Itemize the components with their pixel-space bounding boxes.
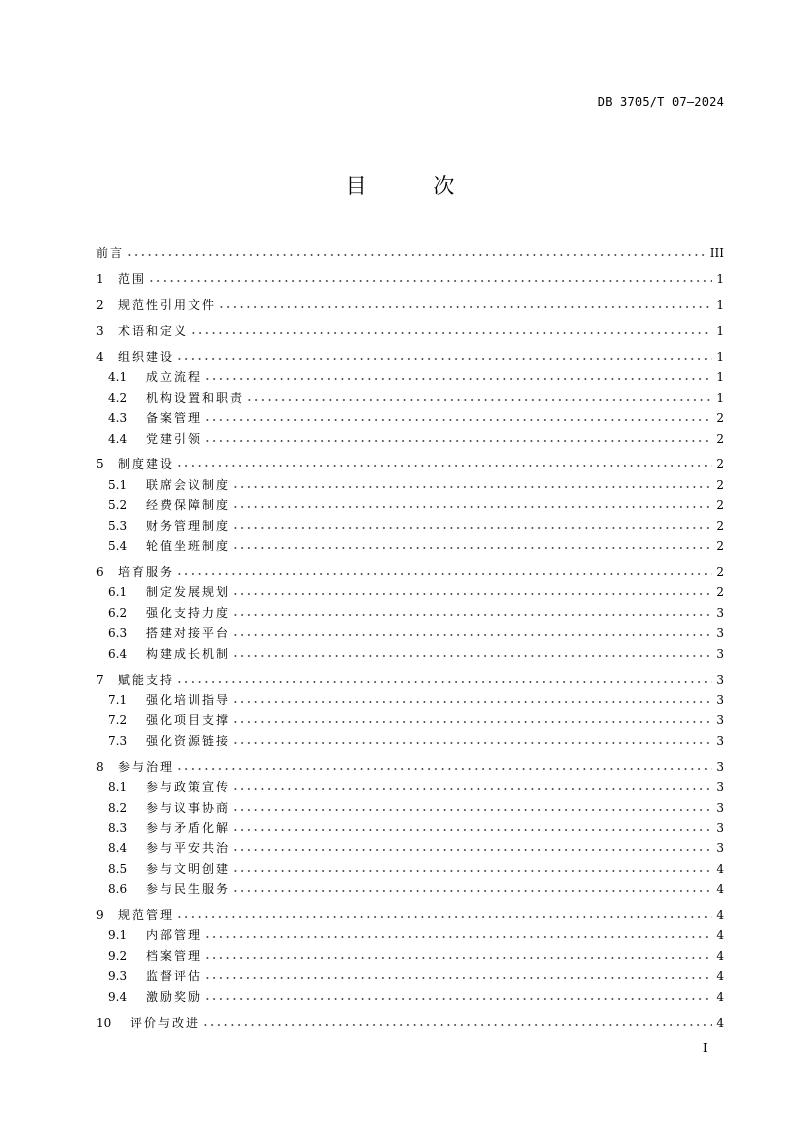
toc-entry-title: 参与政策宣传 [146, 780, 231, 795]
toc-entry-number: 9.1 [108, 928, 128, 943]
toc-entry-page: 2 [716, 539, 724, 554]
toc-entry-page: III [709, 246, 724, 260]
toc-entry-title: 参与治理 [118, 759, 175, 774]
toc-entry-title: 参与民生服务 [146, 882, 231, 897]
toc-entry-title: 党建引领 [146, 431, 203, 446]
toc-entry-number: 3 [96, 323, 104, 338]
toc-entry-number: 6.2 [108, 605, 128, 620]
dot-leader [232, 883, 712, 893]
toc-entry-title: 规范管理 [118, 908, 175, 923]
toc-entry[interactable] [96, 562, 724, 582]
toc-entry-number: 7 [96, 672, 104, 687]
dot-leader [148, 273, 712, 283]
toc-entry-title: 搭建对接平台 [146, 626, 231, 641]
toc-entry-page: 2 [716, 518, 724, 533]
toc-entry[interactable] [96, 905, 724, 925]
toc-entry-number: 10 [96, 1015, 112, 1030]
toc-entry-title: 备案管理 [146, 411, 203, 426]
toc-entry-page: 4 [716, 969, 724, 984]
toc-entry-page: 2 [716, 411, 724, 426]
dot-leader [232, 586, 712, 596]
toc-entry-page: 1 [716, 297, 724, 312]
toc-entry[interactable] [96, 536, 724, 556]
toc-entry-number: 1 [96, 271, 104, 286]
toc-entry-page: 4 [716, 948, 724, 963]
toc-entry-title: 强化支持力度 [146, 605, 231, 620]
dot-leader [176, 566, 712, 576]
toc-entry-title: 制度建设 [118, 457, 175, 472]
toc-entry-page: 3 [716, 800, 724, 815]
toc-entry[interactable] [96, 582, 724, 602]
page-number: I [703, 1041, 708, 1055]
toc-entry-title: 机构设置和职责 [146, 390, 245, 405]
toc-entry[interactable] [96, 859, 724, 879]
toc-entry[interactable] [96, 623, 724, 643]
toc-entry-number: 8.1 [108, 780, 128, 795]
toc-entry[interactable] [96, 818, 724, 838]
toc-entry-number: 6.1 [108, 585, 128, 600]
dot-leader [232, 842, 712, 852]
toc-entry-number: 5.1 [108, 477, 128, 492]
toc-entry-title: 构建成长机制 [146, 646, 231, 661]
toc-entry-title: 经费保障制度 [146, 498, 231, 513]
toc-entry-page: 3 [716, 646, 724, 661]
toc-entry[interactable] [96, 367, 724, 387]
dot-leader [190, 325, 712, 335]
toc-entry-number: 4 [96, 349, 104, 364]
toc-entry-page: 1 [716, 271, 724, 286]
toc-entry-title: 轮值坐班制度 [146, 539, 231, 554]
toc-entry-title: 监督评估 [146, 969, 203, 984]
toc-entry-number: 2 [96, 297, 104, 312]
toc-entry-page: 2 [716, 585, 724, 600]
toc-entry[interactable] [96, 838, 724, 858]
toc-entry-page: 4 [716, 882, 724, 897]
toc-entry-number: 7.2 [108, 713, 128, 728]
dot-leader [176, 458, 712, 468]
dot-leader [232, 714, 712, 724]
dot-leader [232, 607, 712, 617]
toc-entry[interactable] [96, 603, 724, 623]
toc-entry-number: 7.3 [108, 733, 128, 748]
toc-entry-title: 档案管理 [146, 948, 203, 963]
toc-entry-title: 术语和定义 [118, 323, 189, 338]
toc-entry-number: 8.5 [108, 861, 128, 876]
toc-entry-page: 1 [716, 370, 724, 385]
toc-entry[interactable] [96, 408, 724, 428]
toc-entry[interactable] [96, 925, 724, 945]
toc-entry-page: 1 [716, 323, 724, 338]
toc-entry-number: 8.2 [108, 800, 128, 815]
toc-entry[interactable] [96, 731, 724, 751]
page-title: 目 次 [345, 174, 485, 198]
dot-leader [176, 761, 712, 771]
dot-leader [232, 694, 712, 704]
toc-entry-title: 参与平安共治 [146, 841, 231, 856]
dot-leader [176, 351, 712, 361]
toc-entry-title: 制定发展规划 [146, 585, 231, 600]
toc-entry-number: 5.4 [108, 539, 128, 554]
toc-entry-number: 9 [96, 908, 104, 923]
toc-entry-page: 4 [716, 928, 724, 943]
toc-entry[interactable] [96, 1013, 724, 1033]
toc-entry[interactable] [96, 644, 724, 664]
toc-entry[interactable] [96, 670, 724, 690]
dot-leader [232, 802, 712, 812]
toc-entry-page: 3 [716, 841, 724, 856]
dot-leader [176, 909, 712, 919]
toc-entry-number: 9.2 [108, 948, 128, 963]
toc-entry[interactable] [96, 987, 724, 1007]
dot-leader [204, 929, 712, 939]
toc-entry[interactable] [96, 966, 724, 986]
toc-entry-title: 联席会议制度 [146, 477, 231, 492]
dot-leader [232, 863, 712, 873]
toc-entry-title: 强化培训指导 [146, 692, 231, 707]
toc-entry-title: 参与矛盾化解 [146, 820, 231, 835]
toc-entry-number: 8.6 [108, 882, 128, 897]
toc-entry-number: 5 [96, 457, 104, 472]
toc-entry[interactable] [96, 321, 724, 341]
toc-entry-number: 8.3 [108, 820, 128, 835]
toc-entry-number: 9.3 [108, 969, 128, 984]
toc-entry-number: 4.3 [108, 411, 128, 426]
dot-leader [232, 822, 712, 832]
toc-entry[interactable] [96, 777, 724, 797]
toc-entry-page: 1 [716, 390, 724, 405]
toc-entry-number: 6.3 [108, 626, 128, 641]
toc-entry-page: 3 [716, 672, 724, 687]
toc-entry-page: 3 [716, 713, 724, 728]
toc-entry-title: 强化资源链接 [146, 733, 231, 748]
dot-leader [204, 991, 712, 1001]
table-of-contents [96, 243, 724, 1033]
toc-entry-page: 1 [716, 349, 724, 364]
toc-entry[interactable] [96, 757, 724, 777]
dot-leader [232, 540, 712, 550]
dot-leader [204, 950, 712, 960]
toc-entry-title: 赋能支持 [118, 672, 175, 687]
toc-entry-title: 前言 [96, 246, 125, 260]
toc-entry[interactable] [96, 516, 724, 536]
dot-leader [126, 247, 706, 257]
toc-entry-number: 4.4 [108, 431, 128, 446]
toc-entry-page: 3 [716, 780, 724, 795]
dot-leader [246, 392, 712, 402]
toc-entry-number: 5.3 [108, 518, 128, 533]
toc-entry-number: 8 [96, 759, 104, 774]
toc-entry-page: 3 [716, 626, 724, 641]
toc-entry-page: 2 [716, 498, 724, 513]
toc-entry[interactable] [96, 495, 724, 515]
toc-entry-page: 3 [716, 820, 724, 835]
toc-entry-number: 6 [96, 565, 104, 580]
toc-entry-page: 4 [716, 908, 724, 923]
toc-entry-page: 2 [716, 477, 724, 492]
toc-entry[interactable] [96, 710, 724, 730]
dot-leader [204, 412, 712, 422]
dot-leader [204, 371, 712, 381]
toc-entry-title: 规范性引用文件 [118, 297, 217, 312]
dot-leader [176, 674, 712, 684]
dot-leader [232, 781, 712, 791]
toc-entry[interactable] [96, 475, 724, 495]
toc-entry[interactable] [96, 429, 724, 449]
dot-leader [232, 499, 712, 509]
toc-entry-number: 4.2 [108, 390, 128, 405]
toc-entry[interactable] [96, 690, 724, 710]
toc-entry-title: 财务管理制度 [146, 518, 231, 533]
toc-entry[interactable] [96, 946, 724, 966]
toc-entry-title: 参与文明创建 [146, 861, 231, 876]
dot-leader [232, 520, 712, 530]
toc-entry[interactable] [96, 798, 724, 818]
toc-entry-title: 内部管理 [146, 928, 203, 943]
toc-entry[interactable] [96, 269, 724, 289]
toc-entry-page: 3 [716, 692, 724, 707]
toc-entry-number: 9.4 [108, 989, 128, 1004]
toc-entry[interactable] [96, 347, 724, 367]
toc-entry-number: 8.4 [108, 841, 128, 856]
toc-entry[interactable] [96, 879, 724, 899]
toc-entry-title: 评价与改进 [130, 1015, 201, 1030]
toc-entry-page: 3 [716, 605, 724, 620]
toc-entry[interactable] [96, 388, 724, 408]
toc-entry-title: 培育服务 [118, 565, 175, 580]
dot-leader [204, 970, 712, 980]
toc-entry-title: 参与议事协商 [146, 800, 231, 815]
dot-leader [204, 433, 712, 443]
toc-entry-page: 2 [716, 431, 724, 446]
toc-entry-title: 强化项目支撑 [146, 713, 231, 728]
toc-entry-title: 组织建设 [118, 349, 175, 364]
toc-entry-page: 4 [716, 989, 724, 1004]
toc-entry-page: 4 [716, 1015, 724, 1030]
toc-entry-number: 6.4 [108, 646, 128, 661]
toc-entry-page: 4 [716, 861, 724, 876]
dot-leader [202, 1017, 712, 1027]
toc-entry[interactable] [96, 243, 724, 263]
dot-leader [218, 299, 712, 309]
document-code: DB 3705/T 07—2024 [597, 95, 724, 109]
toc-entry-page: 2 [716, 457, 724, 472]
toc-entry[interactable] [96, 454, 724, 474]
dot-leader [232, 627, 712, 637]
toc-entry-page: 3 [716, 733, 724, 748]
dot-leader [232, 479, 712, 489]
toc-entry-title: 范围 [118, 271, 147, 286]
toc-entry-page: 3 [716, 759, 724, 774]
toc-entry-title: 成立流程 [146, 370, 203, 385]
toc-entry-title: 激励奖励 [146, 989, 203, 1004]
dot-leader [232, 648, 712, 658]
toc-entry-number: 5.2 [108, 498, 128, 513]
toc-entry-number: 7.1 [108, 692, 128, 707]
toc-entry-page: 2 [716, 565, 724, 580]
toc-entry[interactable] [96, 295, 724, 315]
dot-leader [232, 735, 712, 745]
toc-entry-number: 4.1 [108, 370, 128, 385]
